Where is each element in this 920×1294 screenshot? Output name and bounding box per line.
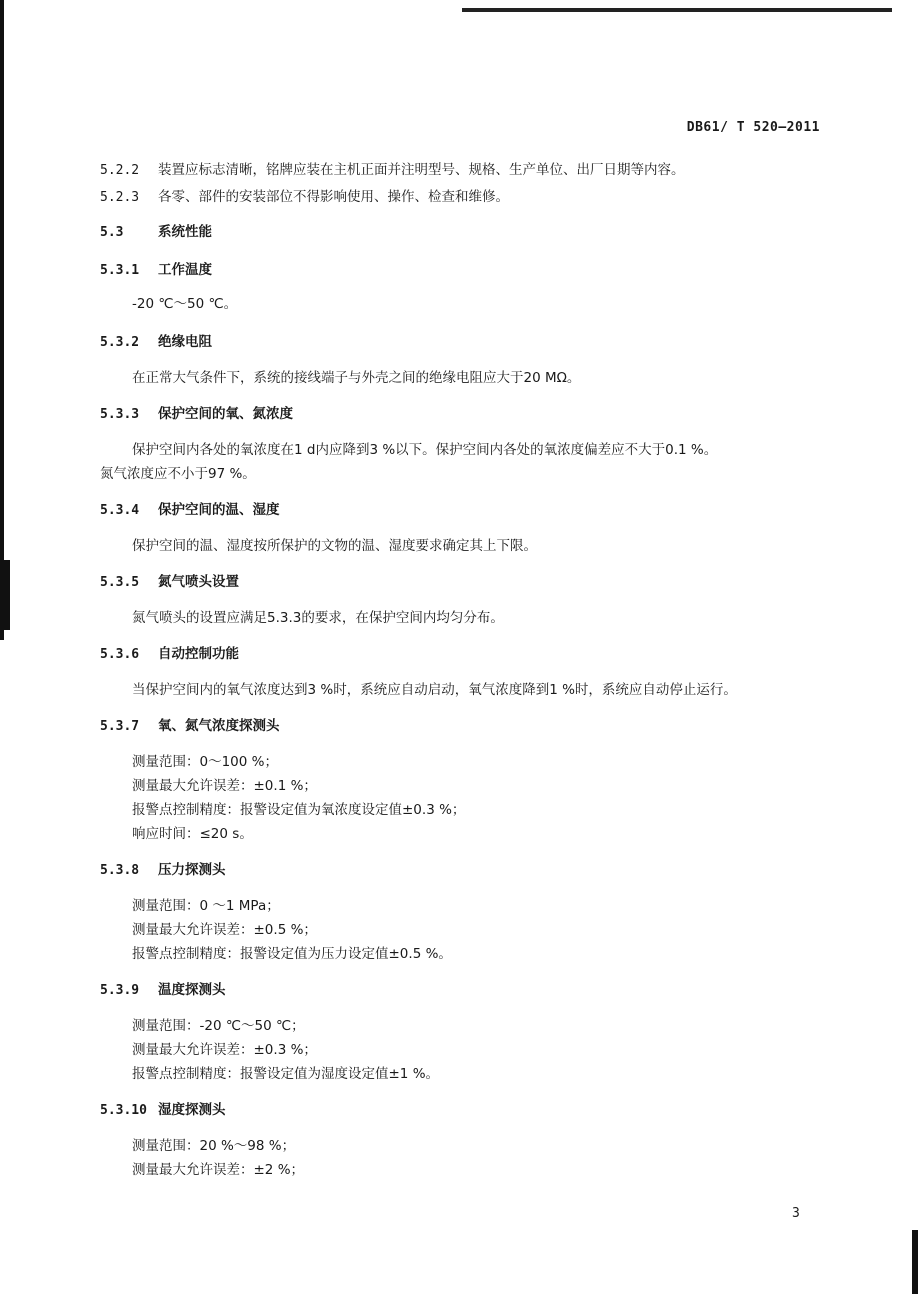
clause-text: 自动控制功能	[158, 646, 239, 662]
paragraph: 氮气喷头的设置应满足5.3.3的要求，在保护空间内均匀分布。	[132, 610, 504, 626]
clause-number: 5.3.5	[100, 575, 140, 590]
clause-text: 湿度探测头	[158, 1102, 226, 1118]
clause-5-3-3-heading	[100, 402, 293, 422]
spec-line: 报警点控制精度：报警设定值为氧浓度设定值±0.3 %；	[132, 802, 466, 818]
standard-code-header: DB61/ T 520—2011	[686, 120, 820, 135]
paragraph: 保护空间的温、湿度按所保护的文物的温、湿度要求确定其上下限。	[132, 538, 537, 554]
clause-text: 保护空间的氧、氮浓度	[158, 406, 293, 422]
clause-number: 5.3.4	[100, 503, 140, 518]
clause-text: 温度探测头	[158, 982, 226, 998]
clause-5-2-3	[100, 185, 509, 205]
spec-line: 测量最大允许误差：±0.5 %；	[132, 922, 317, 938]
spec-line: 测量范围：20 %～98 %；	[132, 1138, 296, 1154]
clause-text: 保护空间的温、湿度	[158, 502, 280, 518]
spec-line: 报警点控制精度：报警设定值为湿度设定值±1 %。	[132, 1066, 440, 1082]
clause-5-2-2	[100, 158, 685, 178]
spec-line: 测量范围：0 ～1 MPa；	[132, 898, 280, 914]
clause-5-3-4-heading	[100, 498, 280, 518]
clause-number: 5.3.2	[100, 335, 140, 350]
paragraph: -20 ℃～50 ℃。	[132, 296, 238, 312]
spec-line: 测量最大允许误差：±2 %；	[132, 1162, 305, 1178]
clause-5-3-6-heading	[100, 642, 239, 662]
clause-text: 绝缘电阻	[158, 334, 212, 350]
scan-edge-top	[462, 8, 892, 12]
clause-number: 5.3.9	[100, 983, 140, 998]
clause-5-3-7-heading	[100, 714, 280, 734]
clause-text: 氮气喷头设置	[158, 574, 239, 590]
clause-5-3-8-heading	[100, 858, 226, 878]
spec-line: 测量范围：-20 ℃～50 ℃；	[132, 1018, 305, 1034]
clause-5-3-2-heading	[100, 330, 212, 350]
clause-number: 5.3.3	[100, 407, 140, 422]
clause-5-3-10-heading	[100, 1098, 226, 1118]
paragraph: 在正常大气条件下，系统的接线端子与外壳之间的绝缘电阻应大于20 MΩ。	[132, 370, 581, 386]
spec-line: 响应时间：≤20 s。	[132, 826, 253, 842]
spec-line: 测量最大允许误差：±0.1 %；	[132, 778, 317, 794]
paragraph: 保护空间内各处的氧浓度在1 d内应降到3 %以下。保护空间内各处的氧浓度偏差应不大于0.1 %。	[132, 442, 718, 458]
page-number: 3	[792, 1206, 800, 1221]
spec-line: 报警点控制精度：报警设定值为压力设定值±0.5 %。	[132, 946, 452, 962]
spec-line: 测量范围：0～100 %；	[132, 754, 278, 770]
clause-text: 工作温度	[158, 262, 212, 278]
section-5-3-heading	[100, 220, 212, 240]
clause-5-3-9-heading	[100, 978, 226, 998]
scan-binding-mark	[0, 560, 10, 630]
clause-text: 各零、部件的安装部位不得影响使用、操作、检查和维修。	[158, 189, 509, 205]
clause-number: 5.3.7	[100, 719, 140, 734]
clause-number: 5.3	[100, 225, 124, 240]
paragraph: 当保护空间内的氧气浓度达到3 %时，系统应自动启动，氧气浓度降到1 %时，系统应自动停止运行。	[132, 682, 737, 698]
clause-5-3-1-heading	[100, 258, 212, 278]
clause-text: 压力探测头	[158, 862, 226, 878]
clause-5-3-5-heading	[100, 570, 239, 590]
paragraph-continuation: 氮气浓度应不小于97 %。	[100, 466, 256, 482]
clause-number: 5.3.1	[100, 263, 140, 278]
scan-edge-left	[0, 0, 4, 640]
clause-number: 5.3.6	[100, 647, 140, 662]
clause-text: 氧、氮气浓度探测头	[158, 718, 280, 734]
spec-line: 测量最大允许误差：±0.3 %；	[132, 1042, 317, 1058]
clause-number: 5.3.8	[100, 863, 140, 878]
clause-text: 系统性能	[158, 224, 212, 240]
scan-edge-right	[912, 1230, 918, 1294]
clause-text: 装置应标志清晰，铭牌应装在主机正面并注明型号、规格、生产单位、出厂日期等内容。	[158, 162, 685, 178]
clause-number: 5.3.10	[100, 1103, 147, 1118]
clause-number: 5.2.2	[100, 163, 140, 178]
clause-number: 5.2.3	[100, 190, 140, 205]
